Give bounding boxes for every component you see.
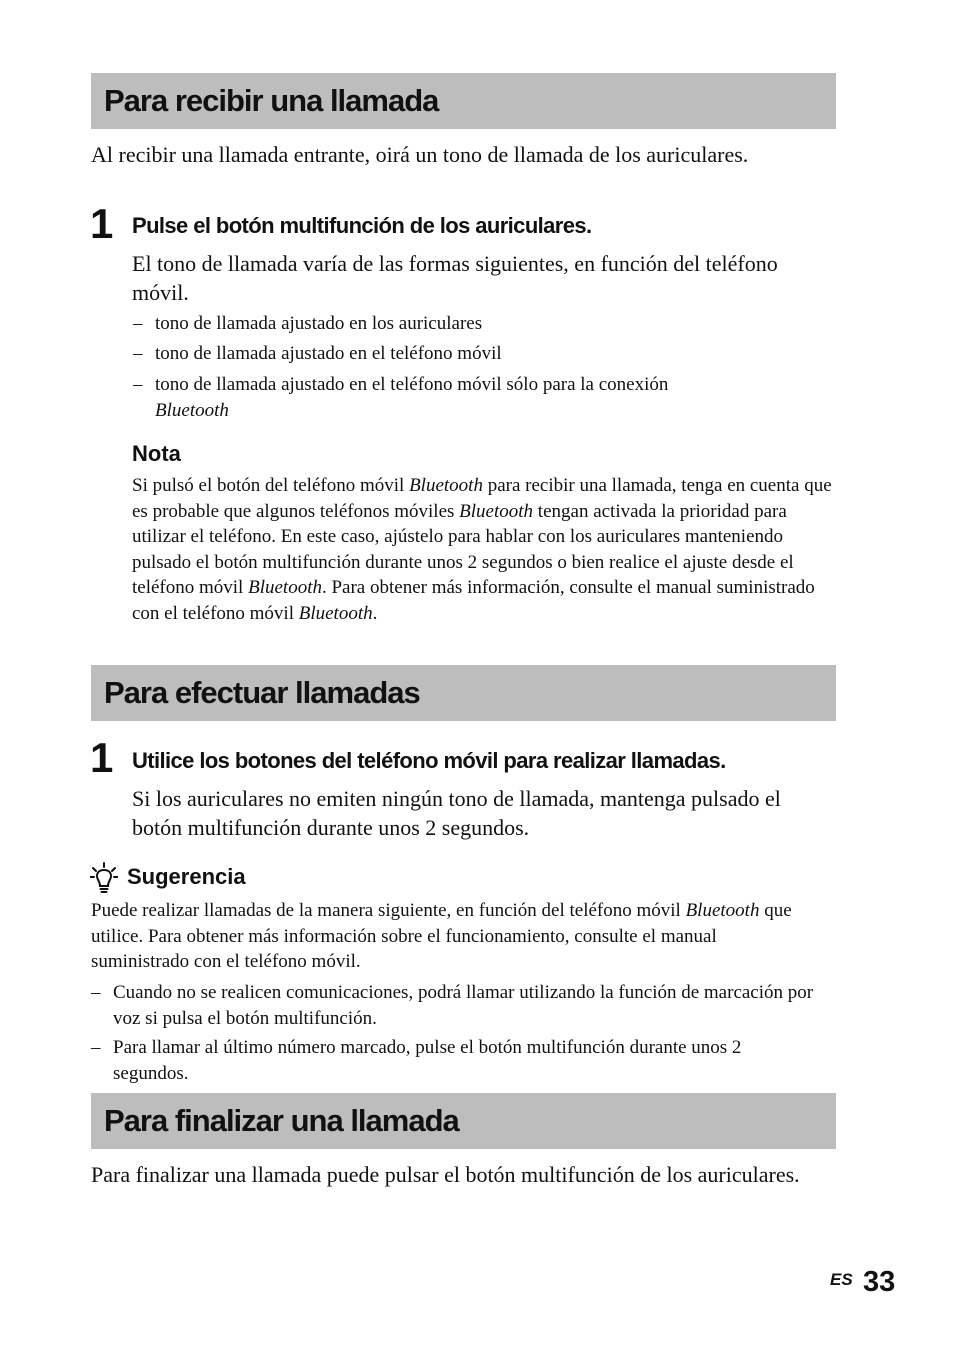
step-description: Si los auriculares no emiten ningún tono de llamada, mantenga pulsado el botón multifunción durante unos 2 segundos. bbox=[132, 786, 781, 840]
list-item: – tono de llamada ajustado en el teléfono móvil bbox=[133, 343, 502, 364]
receive-intro: Al recibir una llamada entrante, oirá un tono de llamada de los auriculares. bbox=[91, 142, 749, 167]
list-item: – tono de llamada ajustado en los auriculares bbox=[133, 313, 483, 334]
step-title: Pulse el botón multifunción de los auriculares. bbox=[132, 213, 592, 238]
section-heading-receive: Para recibir una llamada bbox=[91, 73, 836, 129]
tip-text: Puede realizar llamadas de la manera siguiente, en función del teléfono móvil Bluetooth que utilice. Para obtener más información sobre el funcionamiento, consulte el manual suministrado con el teléfono móvil. bbox=[91, 900, 792, 972]
lightbulb-icon bbox=[90, 862, 118, 894]
list-item: – Para llamar al último número marcado, pulse el botón multifunción durante unos 2 segundos. bbox=[91, 1037, 742, 1084]
note-text: Si pulsó el botón del teléfono móvil Bluetooth para recibir una llamada, tenga en cuenta que es probable que algunos teléfonos móviles Bluetooth tengan activada la prioridad para utilizar el teléfono. En este caso, ajústelo para hablar con los auriculares manteniendo pulsado el botón multifunción durante unos 2 segundos o bien realice el ajuste desde el teléfono móvil Bluetooth. Para obtener más información, consulte el manual suministrado con el teléfono móvil Bluetooth. bbox=[132, 475, 832, 624]
list-item: – tono de llamada ajustado en el teléfono móvil sólo para la conexión Bluetooth bbox=[133, 374, 669, 421]
list-item: – Cuando no se realicen comunicaciones, podrá llamar utilizando la función de marcación por voz si pulsa el botón multifunción. bbox=[91, 982, 814, 1029]
section-heading-end: Para finalizar una llamada bbox=[91, 1093, 836, 1149]
step-number: 1 bbox=[90, 200, 114, 247]
note-label: Nota bbox=[132, 441, 181, 466]
step-title: Utilice los botones del teléfono móvil para realizar llamadas. bbox=[132, 748, 726, 773]
page-number: 33 bbox=[863, 1266, 896, 1298]
end-text: Para finalizar una llamada puede pulsar el botón multifunción de los auriculares. bbox=[91, 1162, 800, 1187]
language-code: ES bbox=[830, 1270, 853, 1289]
section-heading-make: Para efectuar llamadas bbox=[91, 665, 836, 721]
tip-label: Sugerencia bbox=[127, 864, 246, 889]
step-number: 1 bbox=[90, 734, 114, 781]
step-description: El tono de llamada varía de las formas siguientes, en función del teléfono móvil. bbox=[132, 251, 778, 305]
